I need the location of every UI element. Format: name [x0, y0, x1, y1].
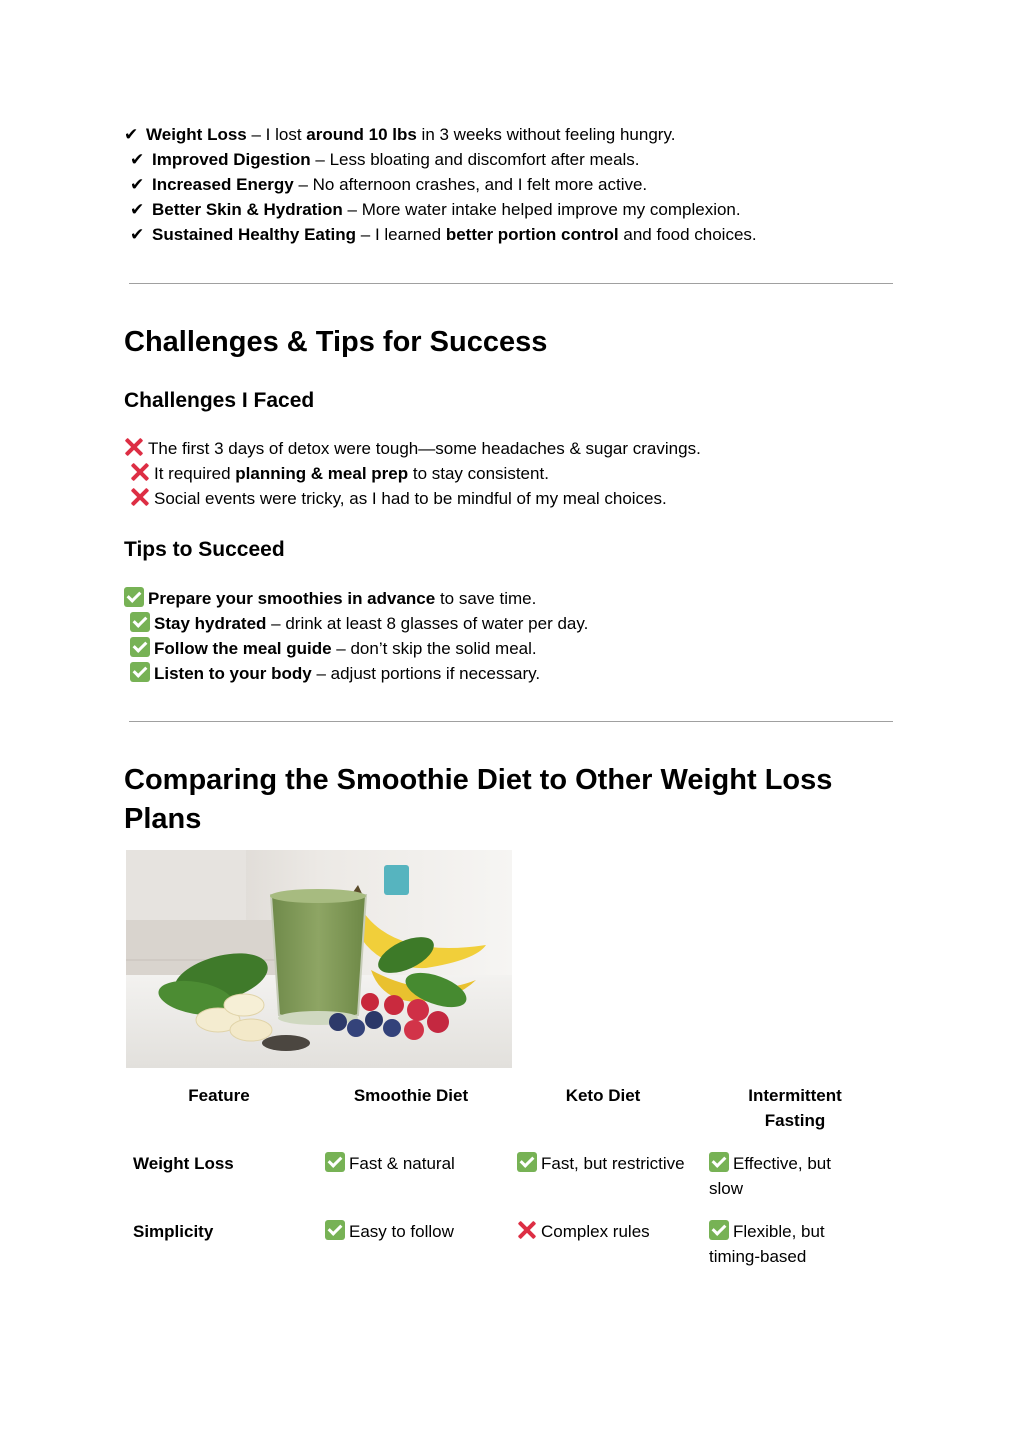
- check-mark-button-icon: [325, 1220, 345, 1240]
- tip-item: Listen to your body – adjust portions if necessary.: [130, 661, 540, 686]
- cross-mark-icon: [517, 1220, 537, 1240]
- table-row-feature: Weight Loss: [133, 1154, 234, 1173]
- check-mark-button-icon: [130, 612, 150, 632]
- check-mark-button-icon: [325, 1152, 345, 1172]
- tip-item: Follow the meal guide – don’t skip the solid meal.: [130, 636, 537, 661]
- heavy-check-icon: ✔: [124, 125, 139, 144]
- table-cell: Flexible, but timing-based: [709, 1222, 825, 1266]
- cross-mark-icon: [130, 462, 150, 482]
- result-item: ✔ Weight Loss – I lost around 10 lbs in 3 weeks without feeling hungry.: [124, 122, 675, 147]
- section-divider: [129, 283, 893, 284]
- section-title: Challenges & Tips for Success: [124, 326, 548, 358]
- challenge-item: The first 3 days of detox were tough—some headaches & sugar cravings.: [124, 436, 701, 461]
- subsection-title: Challenges I Faced: [124, 389, 315, 412]
- challenge-item: It required planning & meal prep to stay consistent.: [130, 461, 549, 486]
- table-header-fasting: Intermittent Fasting: [748, 1086, 842, 1130]
- section-divider: [129, 721, 893, 722]
- table-header-keto: Keto Diet: [565, 1086, 641, 1105]
- check-mark-button-icon: [709, 1220, 729, 1240]
- result-item: ✔ Better Skin & Hydration – More water intake helped improve my complexion.: [130, 197, 741, 222]
- cross-mark-icon: [124, 437, 144, 457]
- table-row-feature: Simplicity: [133, 1222, 214, 1241]
- table-header-feature: Feature: [188, 1086, 250, 1105]
- table-cell: Easy to follow: [325, 1219, 505, 1244]
- table-cell: Fast, but restrictive: [517, 1151, 697, 1176]
- subsection-title: Tips to Succeed: [124, 538, 285, 561]
- smoothie-photo: [126, 850, 512, 1068]
- check-mark-button-icon: [130, 637, 150, 657]
- check-mark-button-icon: [709, 1152, 729, 1172]
- result-item: ✔ Improved Digestion – Less bloating and discomfort after meals.: [130, 147, 640, 172]
- table-cell: Effective, but slow: [709, 1154, 831, 1198]
- challenge-item: Social events were tricky, as I had to be mindful of my meal choices.: [130, 486, 667, 511]
- heavy-check-icon: ✔: [130, 175, 145, 194]
- check-mark-button-icon: [517, 1152, 537, 1172]
- result-item: ✔ Sustained Healthy Eating – I learned better portion control and food choices.: [130, 222, 757, 247]
- result-item: ✔ Increased Energy – No afternoon crashes, and I felt more active.: [130, 172, 647, 197]
- check-mark-button-icon: [130, 662, 150, 682]
- check-mark-button-icon: [124, 587, 144, 607]
- table-cell: Fast & natural: [325, 1151, 505, 1176]
- tip-item: Stay hydrated – drink at least 8 glasses of water per day.: [130, 611, 588, 636]
- section-title: Comparing the Smoothie Diet to Other Weight Loss Plans: [124, 764, 833, 835]
- table-cell: Complex rules: [517, 1219, 697, 1244]
- table-header-smoothie: Smoothie Diet: [353, 1086, 469, 1105]
- tip-item: Prepare your smoothies in advance to save time.: [124, 586, 536, 611]
- heavy-check-icon: ✔: [130, 150, 145, 169]
- cross-mark-icon: [130, 487, 150, 507]
- heavy-check-icon: ✔: [130, 225, 145, 244]
- heavy-check-icon: ✔: [130, 200, 145, 219]
